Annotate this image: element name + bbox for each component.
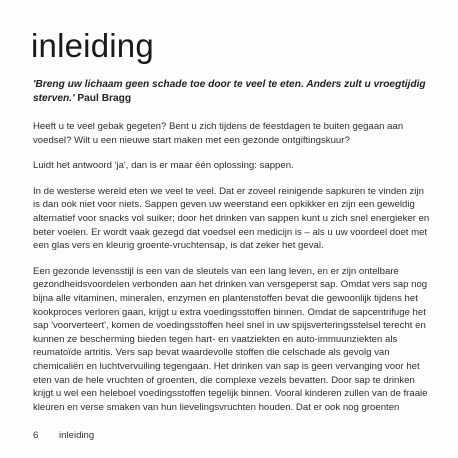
paragraph: Een gezonde levensstijl is een van de sleutels van een lang leven, en er zijn ontelbare gezondheidsvoordelen verbonden aan het drinken van versgeperst sap. Omdat vers sap nog bijna alle vitaminen, mineralen, enzymen en plantenstoffen bevat die gewoonlijk tijdens het kookproces verloren gaan, krijgt u extra voedingsstoffen binnen. Omdat de sapcentrifuge het sap 'voorverteert', komen de voedingsstoffen heel snel in uw spijsverteringsstelsel terecht en kunnen ze bescherming bieden tegen hart- en vaatziekten en auto-immuunziekten als reumatoïde artritis. Vers sap bevat waardevolle stoffen die celschade als gevolg van chemicaliën en luchtvervuiling tegengaan. Het drinken van sap is geen vervanging voor het eten van de hele vruchten of groenten, die complexe vezels bevatten. Door sap te drinken krijgt u wel een heleboel voedingsstoffen tegelijk binnen. Vooral kinderen zullen van de fraaie kleuren en verse smaken van hun lievelingsvruchten houden. Dat er ook nog groenten [33, 265, 428, 413]
paragraph: Luidt het antwoord 'ja', dan is er maar één oplossing: sappen. [33, 160, 294, 172]
running-footer-section: inleiding [59, 430, 95, 441]
quote-text: 'Breng uw lichaam geen schade toe door te veel te eten. Anders zult u vroegtijdig sterven.' [33, 79, 426, 104]
page-footer [33, 430, 94, 441]
body-text [33, 120, 433, 426]
epigraph-quote [33, 78, 433, 105]
paragraph: Heeft u te veel gebak gegeten? Bent u zich tijdens de feestdagen te buiten gegaan aan voedsel? Wilt u een nieuwe start maken met een gezonde ontgiftingskuur? [33, 121, 404, 146]
paragraph: In de westerse wereld eten we veel te veel. Dat er zoveel reinigende sapkuren te vinden zijn is dan ook niet voor niets. Sappen geven uw weerstand een opkikker en zijn een geweldig alternatief voor snacks vol suiker; door het drinken van sappen kunt u zich snel energieker en beter voelen. Er wordt vaak gezegd dat voedsel een medicijn is – als u uw voordeel doet met een glas vers en kleurig groente-vruchtensap, is dat zeker het geval. [33, 185, 430, 252]
chapter-title: inleiding [31, 27, 154, 64]
quote-author: Paul Bragg [77, 92, 132, 104]
page-number: 6 [33, 430, 39, 441]
